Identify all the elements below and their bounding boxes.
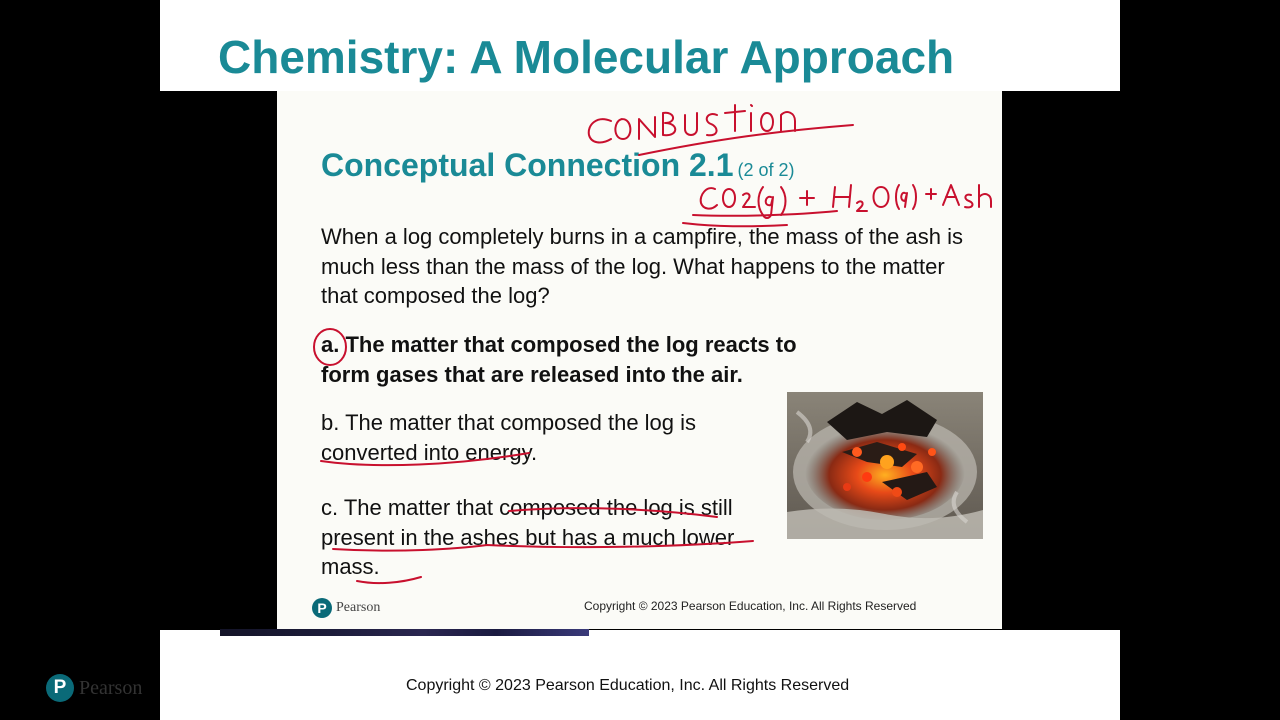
campfire-photo <box>787 392 983 539</box>
embedded-pearson-logo <box>312 598 380 618</box>
slide-title: Chemistry: A Molecular Approach <box>218 31 955 83</box>
embedded-slide <box>277 91 1002 629</box>
pearson-logo-icon: P <box>46 674 74 702</box>
embedded-slide-subtitle: (2 of 2) <box>737 160 795 180</box>
answer-option-b: b. The matter that composed the log is converted into energy. <box>321 410 697 465</box>
pearson-wordmark: Pearson <box>336 600 381 615</box>
outer-copyright: Copyright © 2023 Pearson Education, Inc. All Rights Reserved <box>406 677 850 694</box>
answer-option-a: a. The matter that composed the log reacts to form gases that are released into the air. <box>321 332 797 387</box>
video-strip <box>220 629 589 636</box>
question-text: When a log completely burns in a campfire, the mass of the ash is much less than the mass of the log. What happens to the matter that composed the log? <box>321 224 963 308</box>
pearson-wordmark: Pearson <box>79 676 143 699</box>
handwritten-products-note <box>693 185 991 218</box>
embedded-slide-heading <box>321 147 795 184</box>
answer-option-c: c. The matter that composed the log is still present in the ashes but has a much lower mass. <box>321 495 735 579</box>
embedded-copyright: Copyright © 2023 Pearson Education, Inc. All Rights Reserved <box>584 599 917 613</box>
outer-pearson-logo <box>46 674 142 702</box>
pearson-logo-icon: P <box>312 598 332 618</box>
embedded-slide-title: Conceptual Connection 2.1 <box>321 147 734 183</box>
